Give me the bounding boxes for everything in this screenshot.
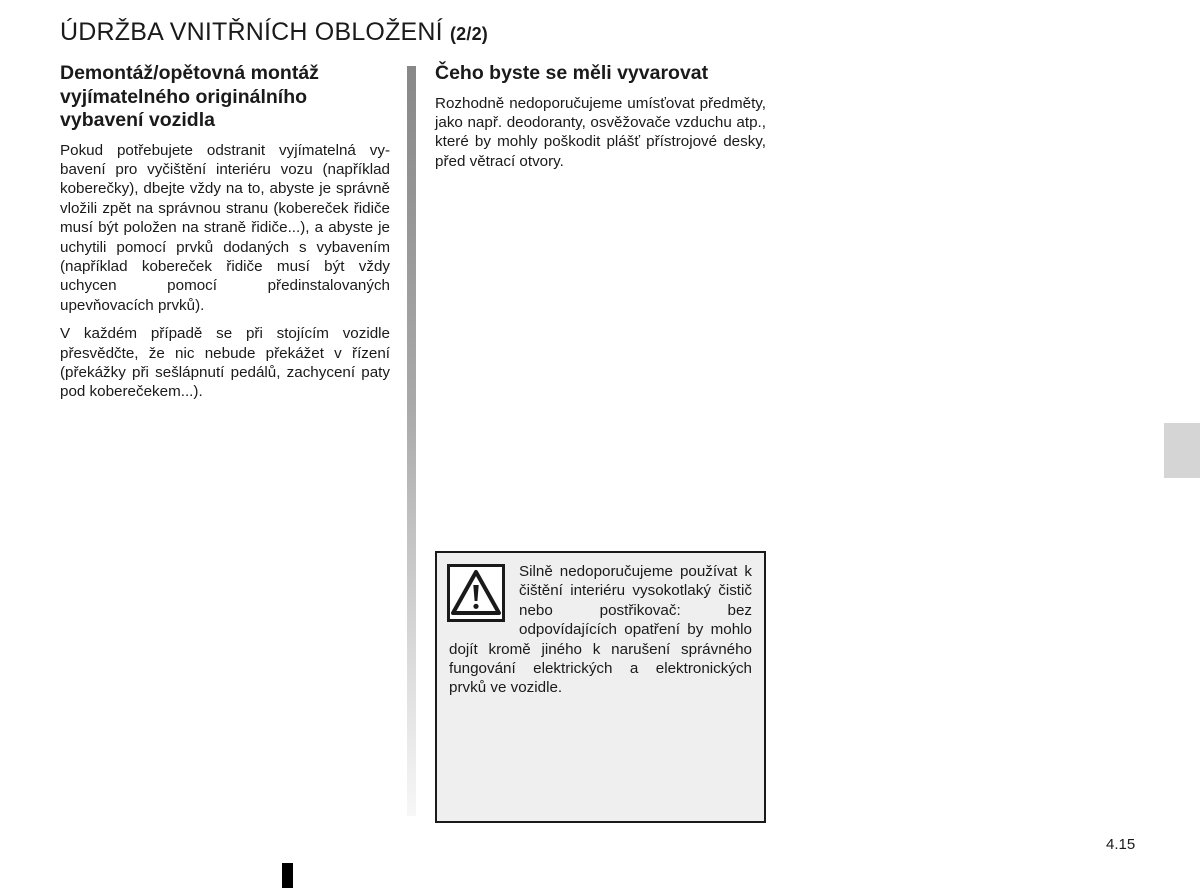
paragraph-avoid-1: Rozhodně nedoporučujeme umísťovat předměty, jako např. deodoranty, osvěžovače vzduchu atp., které by mohly poškodit plášť přístrojové desky, před větrací otvory. [435, 94, 766, 170]
print-marker [282, 863, 293, 888]
page-number: 4.15 [1106, 836, 1136, 853]
paragraph-removal-1: Pokud potřebujete odstranit vyjímatelná vybavení pro vyčištění interiéru vozu (například koberečky), dbejte vždy na to, abyste je správně vložili zpět na správnou stranu (kobereček řidiče musí být položen na straně řidiče...), a abyste je uchytili pomocí prvků dodaných s vybavením (například kobereček řidiče musí být vždy uchycen pomocí předinstalovaných upevňovacích prvků). [60, 141, 390, 314]
page-title-text: ÚDRŽBA VNITŘNÍCH OBLOŽENÍ [60, 18, 443, 46]
warning-box [435, 551, 766, 823]
warning-text: Silně nedoporučujeme používat k čištění interiéru vysokotlaký čistič nebo postřikovač: bez odpovídajících opatření by mohlo dojít kromě jiného k narušení správného fungování elektrických a elektronických prvků ve vozidle. [449, 563, 752, 697]
column-divider [407, 66, 416, 816]
page-title [60, 17, 488, 49]
page-title-suffix: (2/2) [449, 24, 488, 44]
warning-icon-space [449, 562, 519, 638]
paragraph-removal-2: V každém případě se při stojícím vozidle přesvědčte, že nic nebude překážet v řízení (překážky při sešlápnutí pedálů, zachycení paty pod koberečekem...). [60, 325, 390, 401]
section-heading-removal: Demontáž/opětovná montáž vyjímatelného originálního vybavení vozidla [60, 62, 319, 131]
chapter-side-tab [1164, 423, 1200, 478]
right-column [435, 62, 766, 180]
section-heading-avoid: Čeho byste se měli vyvarovat [435, 62, 709, 84]
warning-text-block [449, 562, 752, 698]
left-column [60, 62, 390, 411]
